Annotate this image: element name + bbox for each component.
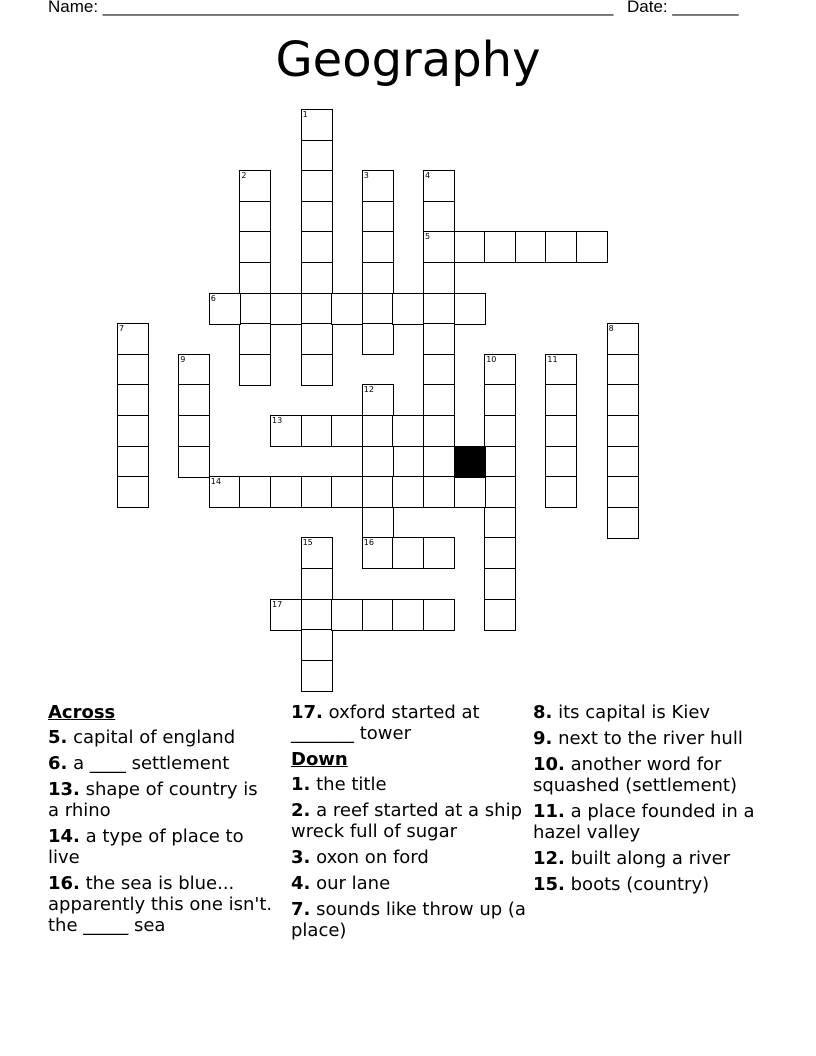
grid-cell[interactable]	[301, 415, 333, 447]
grid-cell[interactable]	[301, 599, 333, 631]
clue-across-14	[48, 826, 273, 868]
grid-cell[interactable]	[270, 599, 302, 631]
clue-text: a ____ settlement	[73, 753, 230, 774]
grid-cell[interactable]	[423, 293, 455, 325]
grid-cell[interactable]	[239, 354, 271, 386]
clue-number: 3.	[291, 847, 311, 868]
grid-cell[interactable]	[301, 140, 333, 172]
grid-cell[interactable]	[301, 170, 333, 202]
grid-cell[interactable]	[484, 354, 516, 386]
grid-cell[interactable]	[454, 476, 486, 508]
clue-across-17	[291, 702, 526, 744]
grid-cell[interactable]	[423, 231, 455, 263]
grid-cell[interactable]	[362, 599, 394, 631]
cell-number: 10	[486, 354, 497, 364]
down-heading: Down	[291, 749, 348, 770]
grid-cell[interactable]	[484, 599, 516, 631]
cell-number: 17	[272, 599, 283, 609]
grid-cell[interactable]	[301, 323, 333, 355]
grid-cell[interactable]	[545, 354, 577, 386]
clue-across-13	[48, 779, 273, 821]
clue-down-10	[533, 754, 768, 796]
grid-cell[interactable]	[301, 476, 333, 508]
clue-down-9	[533, 728, 768, 749]
grid-cell[interactable]	[362, 537, 394, 569]
clue-text: the sea is blue... apparently this one isn't. the _____ sea	[48, 873, 273, 936]
grid-cell[interactable]	[117, 384, 149, 416]
clue-down-2	[291, 800, 526, 842]
cell-number: 1	[302, 110, 308, 119]
grid-cell[interactable]	[607, 384, 639, 416]
grid-cell[interactable]	[423, 354, 455, 386]
clue-across-16	[48, 873, 273, 936]
clue-text: oxford started at _______ tower	[291, 702, 480, 744]
grid-cell[interactable]	[484, 537, 516, 569]
grid-cell[interactable]	[545, 231, 577, 263]
clue-down-8	[533, 702, 768, 723]
clue-down-15	[533, 874, 768, 895]
clue-column-2	[291, 702, 526, 946]
grid-cell[interactable]	[239, 323, 271, 355]
clue-down-4	[291, 873, 526, 894]
grid-cell[interactable]	[607, 507, 639, 539]
grid-cell[interactable]	[178, 415, 210, 447]
grid-cell[interactable]	[331, 599, 363, 631]
cell-number: 16	[363, 538, 374, 548]
grid-cell[interactable]	[484, 415, 516, 447]
grid-cell[interactable]	[392, 599, 424, 631]
clue-text: our lane	[316, 873, 391, 894]
grid-cell[interactable]	[301, 629, 333, 661]
grid-cell[interactable]	[484, 384, 516, 416]
cell-number: 12	[363, 385, 374, 395]
grid-cell[interactable]	[423, 537, 455, 569]
grid-cell[interactable]	[423, 599, 455, 631]
grid-cell[interactable]	[239, 201, 271, 233]
grid-cell[interactable]	[392, 476, 424, 508]
grid-cell[interactable]	[545, 415, 577, 447]
clue-down-3	[291, 847, 526, 868]
grid-cell[interactable]	[301, 293, 333, 325]
clue-column-3	[533, 702, 768, 900]
clue-number: 11.	[533, 801, 565, 822]
grid-cell[interactable]	[423, 262, 455, 294]
grid-cell[interactable]	[607, 354, 639, 386]
name-field[interactable]: Name: ______________________________________________________	[48, 0, 614, 16]
clue-text: oxon on ford	[316, 847, 429, 868]
black-cell	[454, 446, 486, 478]
clue-number: 10.	[533, 754, 565, 775]
clue-text: the title	[316, 774, 387, 795]
grid-cell[interactable]	[484, 231, 516, 263]
grid-cell[interactable]	[423, 476, 455, 508]
cell-number: 13	[272, 416, 283, 425]
grid-cell[interactable]	[331, 293, 363, 325]
clue-text: capital of england	[73, 727, 236, 748]
grid-cell[interactable]	[423, 384, 455, 416]
date-field[interactable]: Date: _______	[627, 0, 739, 16]
grid-cell[interactable]	[270, 293, 302, 325]
grid-cell[interactable]	[607, 415, 639, 447]
grid-cell[interactable]	[117, 476, 149, 508]
cell-number: 9	[180, 354, 186, 364]
grid-cell[interactable]	[239, 231, 271, 263]
clue-text: shape of country is a rhino	[48, 779, 258, 821]
grid-cell[interactable]	[362, 262, 394, 294]
clue-number: 8.	[533, 702, 553, 723]
grid-cell[interactable]	[484, 476, 516, 508]
grid-cell[interactable]	[392, 293, 424, 325]
clue-text: boots (country)	[570, 874, 710, 895]
clue-text: another word for squashed (settlement)	[533, 754, 738, 796]
cell-number: 8	[608, 324, 614, 334]
grid-cell[interactable]	[178, 384, 210, 416]
clue-number: 2.	[291, 800, 311, 821]
grid-cell[interactable]	[607, 323, 639, 355]
grid-cell[interactable]	[362, 170, 394, 202]
cell-number: 11	[547, 354, 558, 364]
clue-number: 5.	[48, 727, 68, 748]
grid-cell[interactable]	[515, 231, 547, 263]
clue-text: a reef started at a ship wreck full of sugar	[291, 800, 522, 842]
cell-number: 2	[241, 171, 247, 181]
clue-across-5	[48, 727, 273, 748]
grid-cell[interactable]	[117, 415, 149, 447]
clue-number: 13.	[48, 779, 80, 800]
grid-cell[interactable]	[423, 446, 455, 478]
cell-number: 6	[210, 293, 216, 303]
across-heading: Across	[48, 702, 116, 723]
clue-text: next to the river hull	[558, 728, 743, 749]
grid-cell[interactable]	[362, 446, 394, 478]
grid-cell[interactable]	[239, 476, 271, 508]
grid-cell[interactable]	[454, 293, 486, 325]
grid-cell[interactable]	[239, 170, 271, 202]
clue-down-1	[291, 774, 526, 795]
clue-number: 15.	[533, 874, 565, 895]
grid-cell[interactable]	[239, 262, 271, 294]
grid-cell[interactable]	[576, 231, 608, 263]
grid-cell[interactable]	[301, 568, 333, 600]
grid-cell[interactable]	[301, 537, 333, 569]
clue-text: sounds like throw up (a place)	[291, 899, 526, 941]
grid-cell[interactable]	[301, 231, 333, 263]
grid-cell[interactable]	[331, 476, 363, 508]
grid-cell[interactable]	[484, 507, 516, 539]
grid-cell[interactable]	[362, 384, 394, 416]
cell-number: 3	[363, 171, 369, 181]
grid-cell[interactable]	[362, 507, 394, 539]
grid-cell[interactable]	[545, 446, 577, 478]
clue-column-1	[48, 702, 273, 941]
grid-cell[interactable]	[484, 568, 516, 600]
grid-cell[interactable]	[423, 170, 455, 202]
clue-number: 7.	[291, 899, 311, 920]
grid-cell[interactable]	[178, 354, 210, 386]
grid-cell[interactable]	[545, 476, 577, 508]
clue-number: 16.	[48, 873, 80, 894]
clue-number: 4.	[291, 873, 311, 894]
grid-cell[interactable]	[301, 262, 333, 294]
grid-cell[interactable]	[117, 323, 149, 355]
grid-cell[interactable]	[607, 446, 639, 478]
cell-number: 14	[210, 477, 221, 487]
page-title: Geography	[275, 32, 541, 88]
cell-number: 5	[425, 232, 431, 242]
grid-cell[interactable]	[270, 415, 302, 447]
grid-cell[interactable]	[178, 446, 210, 478]
grid-cell[interactable]	[301, 354, 333, 386]
clue-number: 12.	[533, 848, 565, 869]
clue-text: its capital is Kiev	[558, 702, 711, 723]
clue-down-7	[291, 899, 526, 941]
grid-cell[interactable]	[423, 201, 455, 233]
grid-cell[interactable]	[362, 201, 394, 233]
clue-number: 6.	[48, 753, 68, 774]
grid-cell[interactable]	[607, 476, 639, 508]
grid-cell[interactable]	[301, 660, 333, 692]
grid-cell[interactable]	[270, 476, 302, 508]
clue-text: a type of place to live	[48, 826, 244, 868]
grid-cell[interactable]	[362, 415, 394, 447]
grid-cell[interactable]	[209, 293, 241, 325]
grid-cell[interactable]	[209, 476, 241, 508]
grid-cell[interactable]	[423, 415, 455, 447]
grid-cell[interactable]	[484, 446, 516, 478]
grid-cell[interactable]	[362, 323, 394, 355]
grid-cell[interactable]	[301, 201, 333, 233]
clue-text: a place founded in a hazel valley	[533, 801, 755, 843]
grid-cell[interactable]	[545, 384, 577, 416]
cell-number: 15	[302, 538, 313, 548]
clue-down-12	[533, 848, 768, 869]
grid-cell[interactable]	[392, 537, 424, 569]
clue-down-11	[533, 801, 768, 843]
clue-number: 1.	[291, 774, 311, 795]
grid-cell[interactable]	[423, 323, 455, 355]
clue-text: built along a river	[570, 848, 731, 869]
clue-number: 17.	[291, 702, 323, 723]
clue-number: 9.	[533, 728, 553, 749]
grid-cell[interactable]	[362, 231, 394, 263]
cell-number: 4	[425, 171, 431, 181]
cell-number: 7	[119, 324, 125, 334]
grid-cell[interactable]	[301, 109, 333, 141]
grid-cell[interactable]	[362, 476, 394, 508]
grid-cell[interactable]	[454, 231, 486, 263]
grid-cell[interactable]	[239, 293, 271, 325]
grid-cell[interactable]	[362, 293, 394, 325]
grid-cell[interactable]	[392, 415, 424, 447]
grid-cell[interactable]	[117, 446, 149, 478]
clue-number: 14.	[48, 826, 80, 847]
grid-cell[interactable]	[331, 415, 363, 447]
grid-cell[interactable]	[117, 354, 149, 386]
clue-across-6	[48, 753, 273, 774]
